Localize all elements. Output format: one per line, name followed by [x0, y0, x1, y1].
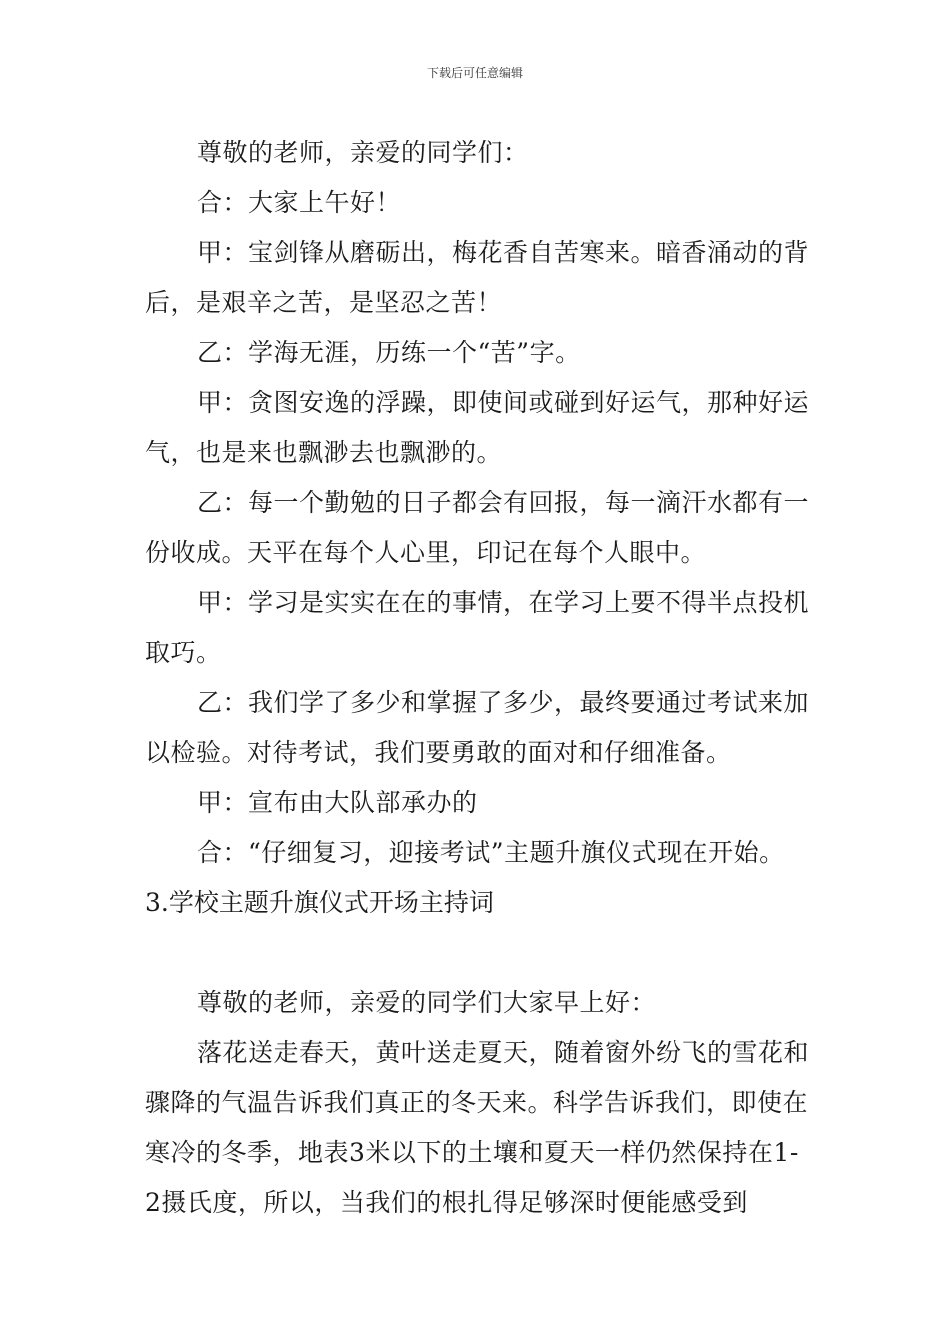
dialogue-line: 乙：学海无涯，历练一个“苦”字。 — [197, 338, 581, 367]
greeting-line: 尊敬的老师，亲爱的同学们大家早上好： — [197, 988, 657, 1017]
dialogue-line: 甲：宣布由大队部承办的 — [197, 788, 478, 817]
dialogue-line: 乙：每一个勤勉的日子都会有回报，每一滴汗水都有一份收成。天平在每个人心里，印记在每个人眼中。 — [145, 488, 810, 567]
dialogue-line: 甲：学习是实实在在的事情，在学习上要不得半点投机取巧。 — [145, 588, 810, 667]
dialogue-line: 乙：我们学了多少和掌握了多少，最终要通过考试来加以检验。对待考试，我们要勇敢的面对和仔细准备。 — [145, 688, 810, 767]
dialogue-line: 合：大家上午好！ — [197, 188, 402, 217]
greeting-line: 尊敬的老师，亲爱的同学们： — [197, 138, 529, 167]
dialogue-line: 甲：宝剑锋从磨砺出，梅花香自苦寒来。暗香涌动的背后，是艰辛之苦，是坚忍之苦！ — [145, 238, 810, 317]
body-paragraph: 落花送走春天，黄叶送走夏天，随着窗外纷飞的雪花和骤降的气温告诉我们真正的冬天来。科学告诉我们，即使在寒冷的冬季，地表3米以下的土壤和夏天一样仍然保持在1-2摄氏度，所以，当我们的根扎得足够深时便能感受到 — [145, 1038, 810, 1217]
section-spacer — [145, 928, 810, 978]
dialogue-line: 合：“仔细复习，迎接考试”主题升旗仪式现在开始。 — [197, 838, 785, 867]
section-heading: 3.学校主题升旗仪式开场主持词 — [145, 888, 494, 917]
document-body — [145, 128, 810, 1228]
page-header: 下载后可任意编辑 — [426, 66, 523, 80]
dialogue-line: 甲：贪图安逸的浮躁，即使间或碰到好运气，那种好运气，也是来也飘渺去也飘渺的。 — [145, 388, 810, 467]
